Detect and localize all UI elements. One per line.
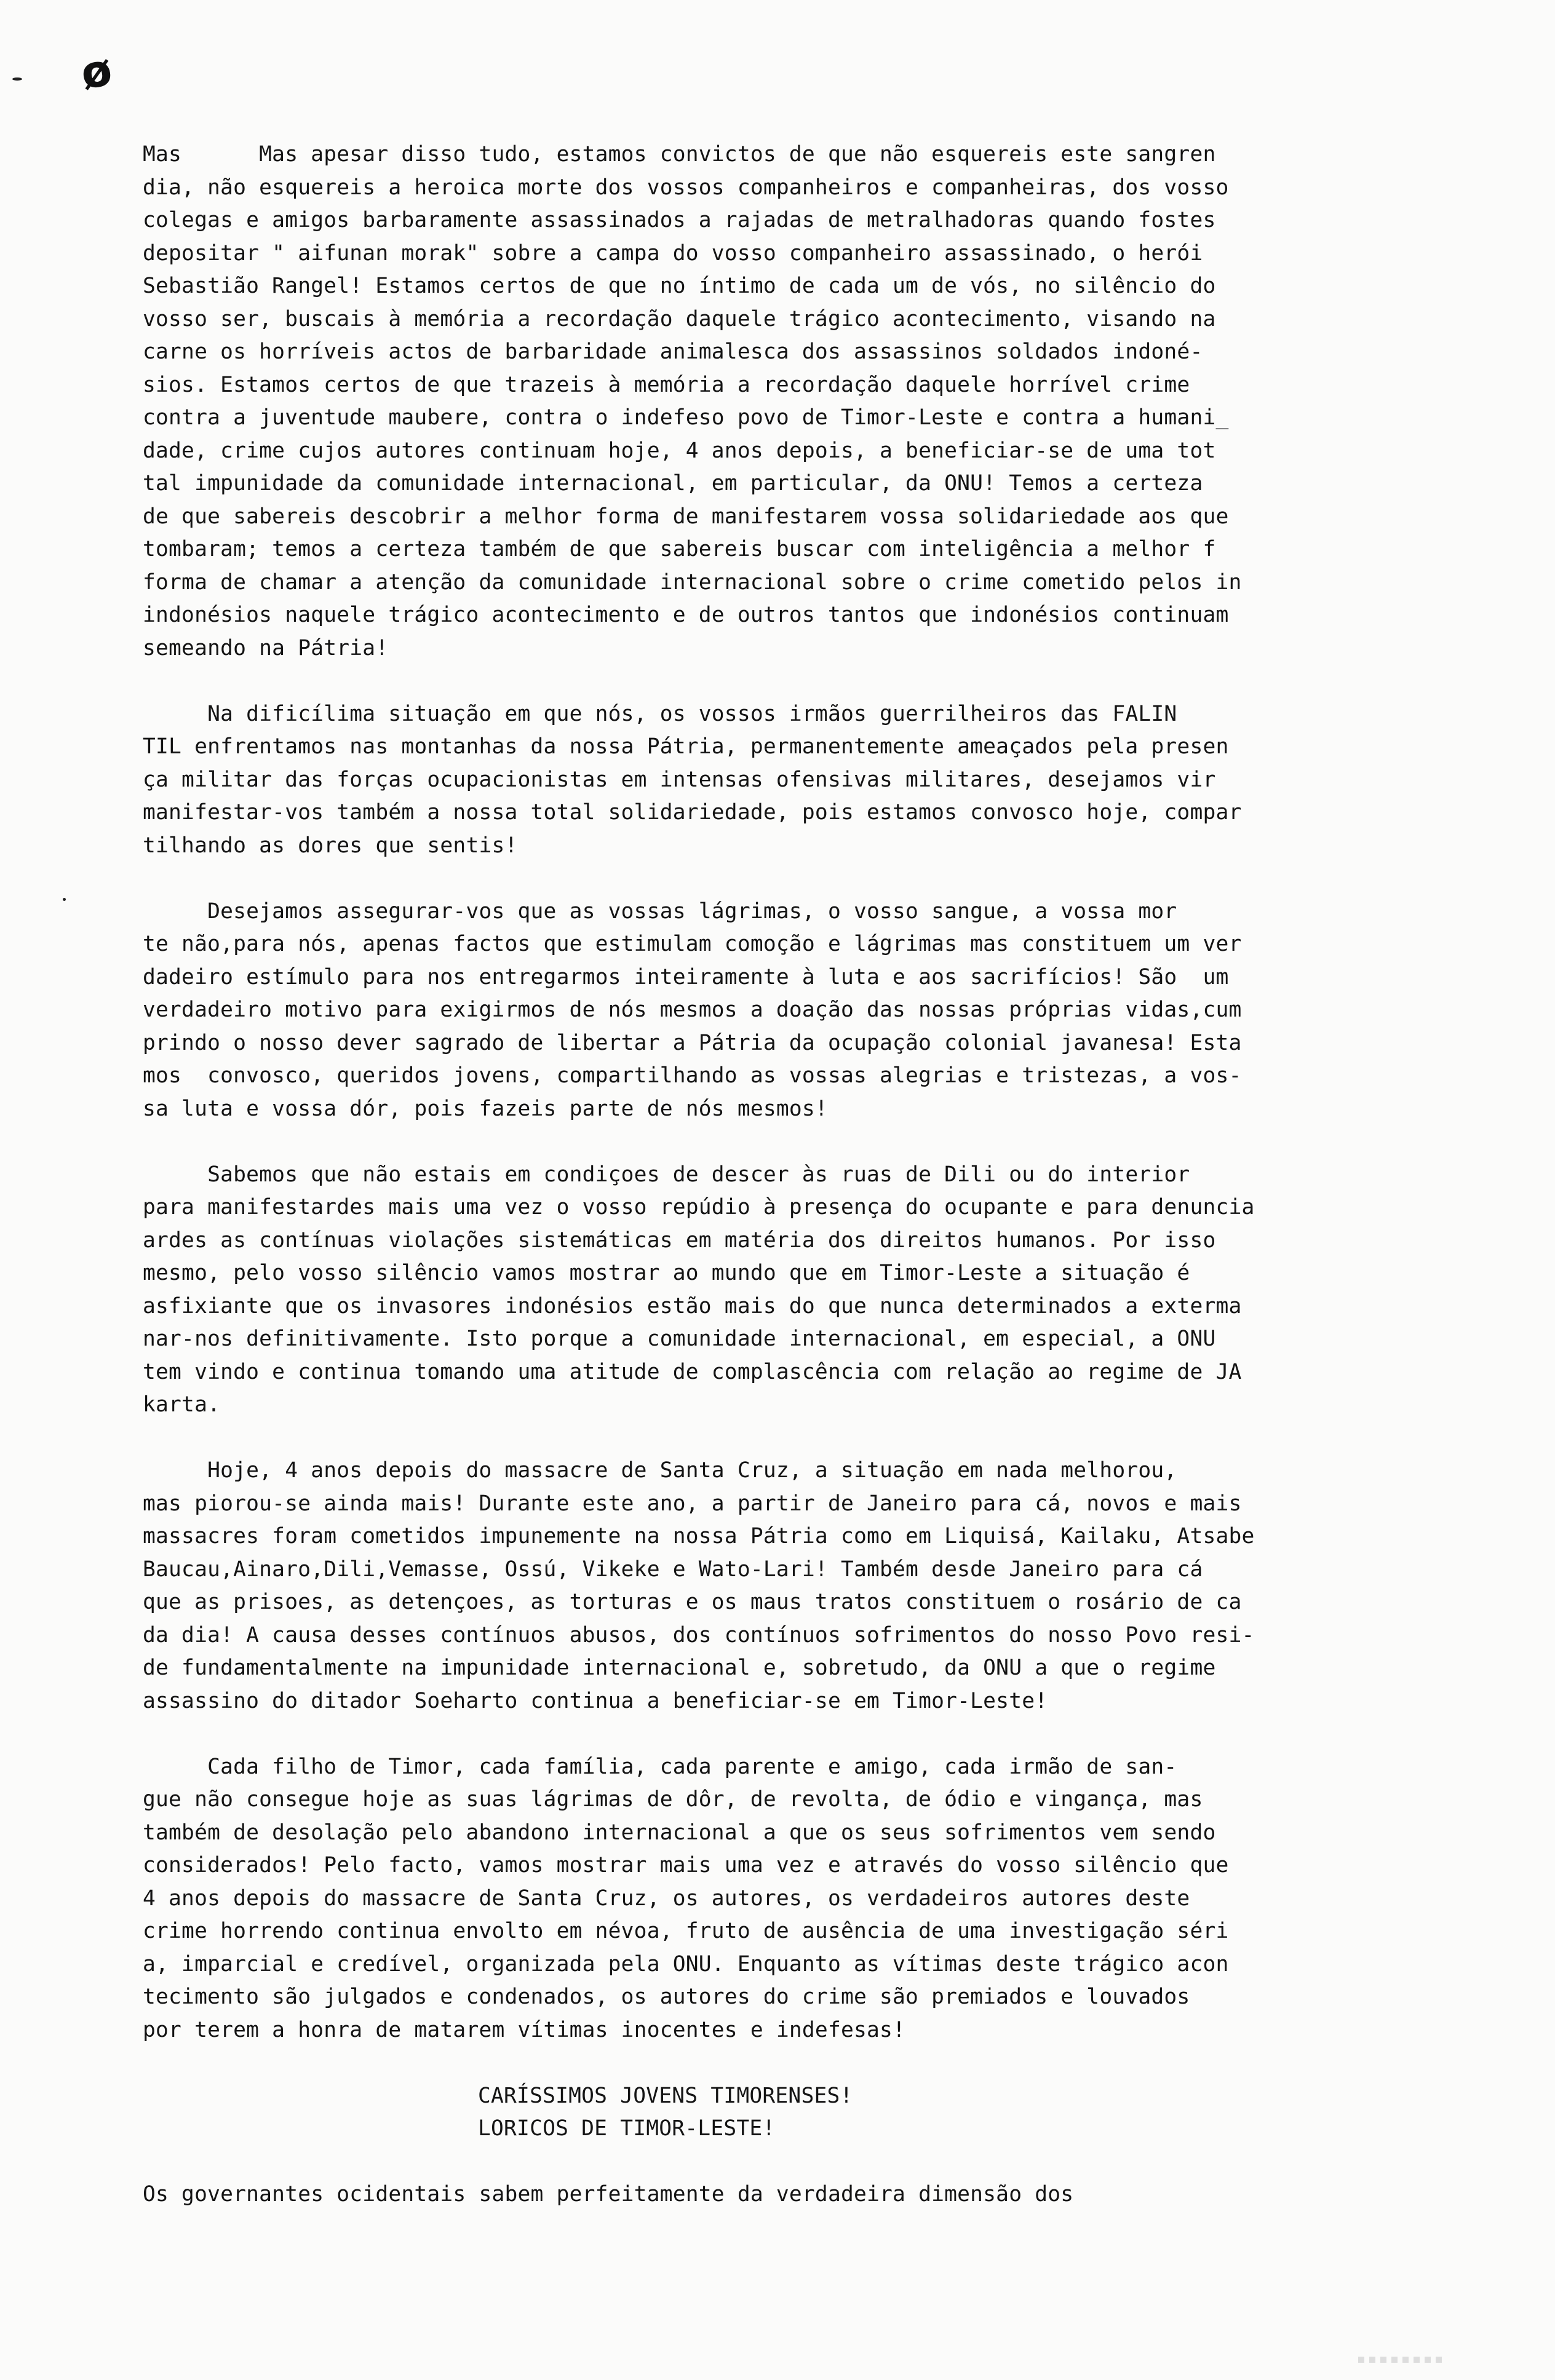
text-line: dia, não esquereis a heroica morte dos vossos companheiros e companheiras, dos vosso — [143, 175, 1229, 200]
paragraph-gap — [143, 862, 1447, 895]
text-line: sios. Estamos certos de que trazeis à memória a recordação daquele horrível crime — [143, 372, 1190, 397]
text-line: sa luta e vossa dór, pois fazeis parte de nós mesmos! — [143, 1096, 828, 1121]
text-line: te não,para nós, apenas factos que estimulam comoção e lágrimas mas constituem um ver — [143, 932, 1242, 956]
scan-speck — [63, 898, 66, 901]
letter-body — [143, 138, 1447, 2211]
text-line: para manifestardes mais uma vez o vosso repúdio à presença do ocupante e para denuncia — [143, 1195, 1255, 1220]
text-line: assassino do ditador Soeharto continua a beneficiar-se em Timor-Leste! — [143, 1688, 1048, 1713]
text-line: considerados! Pelo facto, vamos mostrar mais uma vez e através do vosso silêncio que — [143, 1853, 1229, 1878]
text-line: colegas e amigos barbaramente assassinados a rajadas de metralhadoras quando fostes — [143, 208, 1216, 232]
text-line: crime horrendo continua envolto em névoa, fruto de ausência de uma investigação séri — [143, 1919, 1229, 1943]
text-line: carne os horríveis actos de barbaridade animalesca dos assassinos soldados indoné- — [143, 339, 1203, 364]
text-line: Sebastião Rangel! Estamos certos de que no íntimo de cada um de vós, no silêncio do — [143, 274, 1216, 298]
text-line: da dia! A causa desses contínuos abusos, dos contínuos sofrimentos do nosso Povo resi- — [143, 1622, 1255, 1648]
paragraph-gap — [143, 1422, 1447, 1455]
text-line: de fundamentalmente na impunidade internacional e, sobretudo, da ONU a que o regime — [143, 1656, 1216, 1680]
text-line: Cada filho de Timor, cada família, cada parente e amigo, cada irmão de san- — [143, 1754, 1177, 1779]
text-line: tilhando as dores que sentis! — [143, 833, 518, 858]
text-line: nar-nos definitivamente. Isto porque a comunidade internacional, em especial, a ONU — [143, 1327, 1216, 1351]
text-line: Hoje, 4 anos depois do massacre de Santa Cruz, a situação em nada melhorou, — [143, 1458, 1177, 1483]
text-line: TIL enfrentamos nas montanhas da nossa Pátria, permanentemente ameaçados pela presen — [143, 734, 1229, 759]
text-line: que as prisoes, as detençoes, as torturas e os maus tratos constituem o rosário de ca — [143, 1590, 1242, 1614]
text-line: semeando na Pátria! — [143, 635, 389, 660]
text-line: prindo o nosso dever sagrado de libertar a Pátria da ocupação colonial javanesa! Esta — [143, 1030, 1242, 1055]
text-line: depositar " aifunan morak" sobre a campa do vosso companheiro assassinado, o herói — [143, 240, 1203, 266]
corner-handwritten-mark: ø — [78, 43, 116, 100]
text-line: gue não consegue hoje as suas lágrimas de dôr, de revolta, de ódio e vingança, mas — [143, 1787, 1203, 1812]
text-line: Desejamos assegurar-vos que as vossas lágrimas, o vosso sangue, a vossa mor — [143, 898, 1177, 924]
text-line: Na dificílima situação em que nós, os vossos irmãos guerrilheiros das FALIN — [143, 701, 1177, 726]
text-line: massacres foram cometidos impunemente na nossa Pátria como em Liquisá, Kailaku, Atsabe — [143, 1524, 1255, 1549]
text-line: Sabemos que não estais em condiçoes de descer às ruas de Dili ou do interior — [143, 1162, 1190, 1187]
text-line: LORICOS DE TIMOR-LESTE! — [478, 2116, 776, 2141]
text-line: asfixiante que os invasores indonésios estão mais do que nunca determinados a exterma — [143, 1293, 1242, 1319]
text-line: por terem a honra de matarem vítimas inocentes e indefesas! — [143, 2017, 906, 2042]
text-line: forma de chamar a atenção da comunidade internacional sobre o crime cometido pelos in — [143, 569, 1242, 595]
text-line: também de desolação pelo abandono internacional a que os seus sofrimentos vem sendo — [143, 1820, 1216, 1845]
paragraph-gap — [143, 665, 1447, 698]
text-line: vosso ser, buscais à memória a recordação daquele trágico acontecimento, visando na — [143, 306, 1216, 331]
text-line: tal impunidade da comunidade internacional, em particular, da ONU! Temos a certeza — [143, 471, 1203, 496]
text-line: verdadeiro motivo para exigirmos de nós mesmos a doação das nossas próprias vidas,cum — [143, 998, 1242, 1022]
paragraph-gap — [143, 1718, 1447, 1751]
text-line: karta. — [143, 1392, 221, 1417]
text-line: tombaram; temos a certeza também de que sabereis buscar com inteligência a melhor f — [143, 537, 1216, 561]
text-line: mas piorou-se ainda mais! Durante este ano, a partir de Janeiro para cá, novos e mais — [143, 1491, 1242, 1516]
text-line: ça militar das forças ocupacionistas em intensas ofensivas militares, desejamos vir — [143, 767, 1216, 792]
text-line: tem vindo e continua tomando uma atitude de complascência com relação ao regime de JA — [143, 1359, 1242, 1384]
text-line: 4 anos depois do massacre de Santa Cruz, os autores, os verdadeiros autores deste — [143, 1886, 1190, 1911]
text-line: dade, crime cujos autores continuam hoje, 4 anos depois, a beneficiar-se de uma tot — [143, 438, 1216, 463]
text-line: CARÍSSIMOS JOVENS TIMORENSES! — [478, 2083, 853, 2108]
text-line: mesmo, pelo vosso silêncio vamos mostrar ao mundo que em Timor-Leste a situação é — [143, 1261, 1190, 1285]
text-line: mos convosco, queridos jovens, compartilhando as vossas alegrias e tristezas, a vos- — [143, 1063, 1242, 1088]
text-line: manifestar-vos também a nossa total solidariedade, pois estamos convosco hoje, compar — [143, 800, 1242, 825]
text-line: indonésios naquele trágico acontecimento e de outros tantos que indonésios continuam — [143, 603, 1229, 627]
text-line: ardes as contínuas violações sistemáticas em matéria dos direitos humanos. Por isso — [143, 1228, 1216, 1253]
scan-speck — [12, 77, 22, 81]
text-line: dadeiro estímulo para nos entregarmos inteiramente à luta e aos sacrifícios! São um — [143, 964, 1229, 990]
text-line: tecimento são julgados e condenados, os autores do crime são premiados e louvados — [143, 1985, 1190, 2009]
text-line: Mas Mas apesar disso tudo, estamos convictos de que não esquereis este sangren — [143, 142, 1216, 167]
text-line: Baucau,Ainaro,Dili,Vemasse, Ossú, Vikeke e Wato-Lari! Também desde Janeiro para cá — [143, 1557, 1203, 1582]
faint-footer-artifact — [1358, 2357, 1444, 2363]
text-line: Os governantes ocidentais sabem perfeitamente da verdadeira dimensão dos — [143, 2182, 1074, 2207]
paragraph-gap — [143, 2047, 1447, 2080]
paragraph-gap — [143, 1125, 1447, 1159]
paragraph-gap — [143, 2146, 1447, 2179]
text-line: a, imparcial e credível, organizada pela ONU. Enquanto as vítimas deste trágico acon — [143, 1951, 1229, 1977]
text-line: de que sabereis descobrir a melhor forma de manifestarem vossa solidariedade aos que — [143, 504, 1229, 529]
text-line: contra a juventude maubere, contra o indefeso povo de Timor-Leste e contra a humani_ — [143, 405, 1229, 430]
